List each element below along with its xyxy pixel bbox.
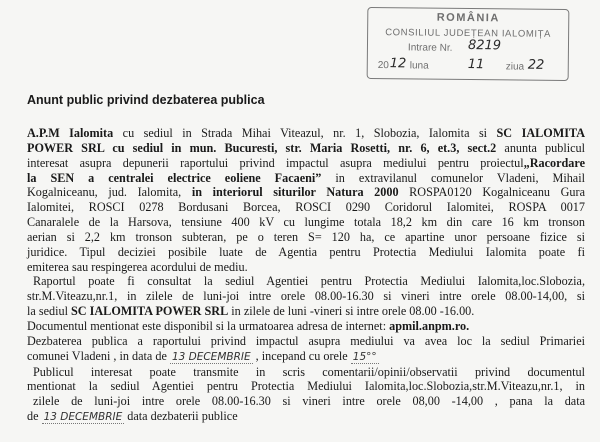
body-line: Canaralele de la Harsova, tensiune 400 kV cu lungime totala 18,2 km din care 16 km tronson — [27, 215, 585, 230]
stamp-day: 22 — [527, 57, 545, 73]
body-line: Dezbaterea publica a raportului privind impactul asupra mediului va avea loc la sediul Primariei — [27, 333, 585, 348]
stamp-date — [378, 60, 389, 71]
body-line: Ialomitei, ROSCI 0278 Bordusani Borcea, ROSCI 0290 Coridorul Ialomitei, ROSPA 0017 — [27, 200, 585, 215]
body-line: la SEN a centralei electrice eoliene Facaeni” in extravilanul comunelor Vladeni, Mihail — [27, 170, 585, 185]
registration-stamp — [367, 7, 570, 81]
handwritten-deadline-date: 13 DECEMBRIE — [43, 411, 123, 424]
body-line: aerian si 2,2 km tronson subteran, pe o teren S= 120 ha, ce apartine unor persoane fizice si — [27, 229, 585, 244]
body-line: Kogalniceanu, jud. Ialomita, in interiorul siturilor Natura 2000 ROSPA0120 Kogalniceanu Gura — [27, 185, 585, 200]
stamp-month: 11 — [467, 56, 485, 73]
stamp-entry-number: 8219 — [467, 38, 502, 54]
stamp-ziua-label: ziua — [505, 61, 525, 73]
body-line: Raportul poate fi consultat la sediul Agentiei pentru Protectia Mediului Ialomita,loc.Slobozia, — [33, 274, 585, 289]
body-line: comunei Vladeni , in data de 13 DECEMBRIE , incepand cu orele 15°° — [27, 348, 377, 363]
announcement-body — [27, 126, 585, 425]
body-line: interesat asupra depunerii raportului privind impactul asupra mediului pentru proiectul„Racordare — [27, 155, 585, 170]
body-line: POWER SRL cu sediul in mun. Bucuresti, str. Maria Rosetti, nr. 6, et.3, sect.2 anunta publicul — [27, 140, 585, 155]
body-line: la sediul SC IALOMITA POWER SRL in zilele de luni -vineri si intre orele 08.00 -16.00. — [27, 304, 475, 319]
body-line: A.P.M Ialomita cu sediul in Strada Mihai Viteazul, nr. 1, Slobozia, Ialomita si SC IALOMITA — [27, 126, 585, 140]
stamp-entry — [408, 42, 453, 53]
stamp-institution: CONSILIUL JUDEȚEAN IALOMIȚA — [385, 27, 552, 40]
body-line: mentionat la sediul Agentiei pentru Protectia Mediului Ialomita,loc.Slobozia,str.M.Viteazu,nr.1, in — [27, 379, 585, 394]
stamp-luna-label: luna — [409, 60, 429, 72]
body-line: zilele de luni-joi intre orele 08.00-16.30 si vineri intre orele 08,00 -14,00 , pana la data — [33, 394, 585, 409]
stamp-country: ROMÂNIA — [436, 11, 500, 25]
body-line: emiterea sau respingerea acordului de mediu. — [27, 259, 248, 274]
body-line: de 13 DECEMBRIE data dezbaterii publice — [27, 409, 238, 424]
stamp-date-prefix: 20 — [377, 60, 389, 72]
body-line: juridice. Tipul deciziei posibile luate de Agentia pentru Protectia Mediului Ialomita poate fi — [27, 244, 585, 259]
body-line: Documentul mentionat este disponibil si la urmatoarea adresa de internet: apmil.anpm.ro. — [27, 318, 470, 333]
website-address: apmil.anpm.ro. — [389, 318, 470, 333]
body-line: str.M.Viteazu,nr.1, in zilele de luni-joi intre orele 08.00-16.30 si vineri intre orele 08.00-14,00, si — [27, 289, 585, 304]
stamp-year: 12 — [389, 56, 407, 72]
stamp-entry-label: Intrare Nr. — [407, 42, 453, 54]
document-title: Anunt public privind dezbaterea publica — [27, 93, 265, 107]
handwritten-debate-hour: 15°° — [352, 350, 377, 363]
handwritten-debate-date: 13 DECEMBRIE — [171, 350, 251, 363]
body-line: Publicul interesat poate transmite in scris comentarii/opinii/observatii privind documentul — [33, 364, 585, 379]
